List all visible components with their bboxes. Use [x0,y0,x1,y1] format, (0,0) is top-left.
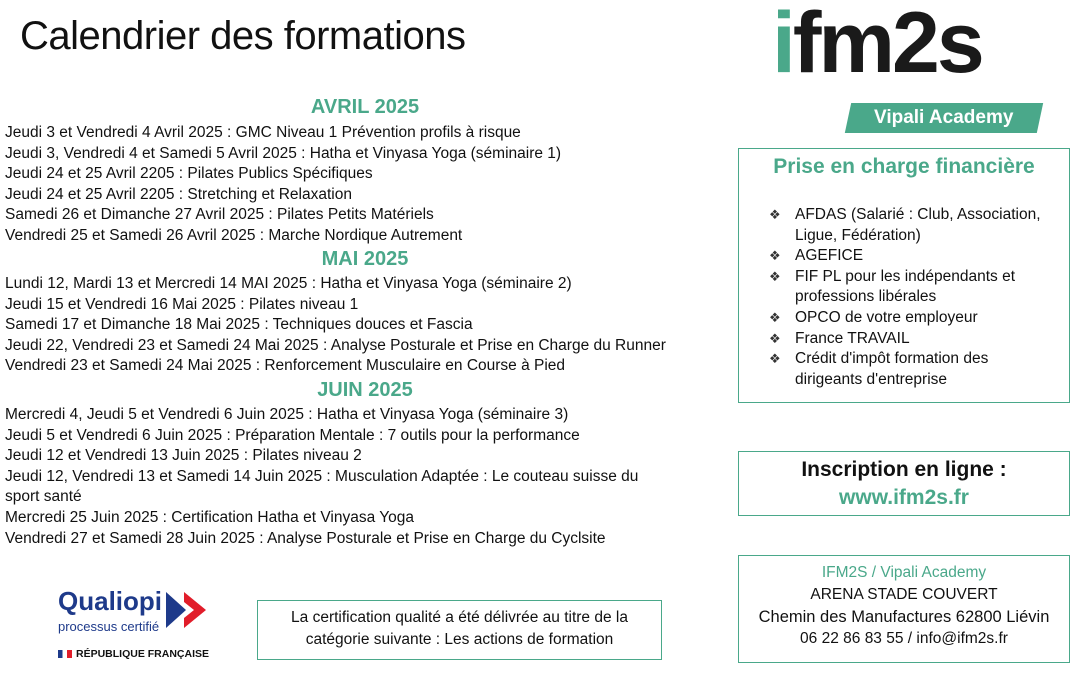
funding-item-text: OPCO de votre employeur [795,308,978,326]
diamond-bullet-icon: ❖ [769,309,781,325]
funding-item [769,308,1069,329]
ifm2s-logo: ifm2s [772,0,982,91]
page-title: Calendrier des formations [20,14,466,58]
diamond-bullet-icon: ❖ [769,207,781,222]
funding-item-text: AGEFICE [795,247,864,265]
diamond-bullet-icon: ❖ [769,248,781,264]
funding-item [769,329,1069,350]
training-item: Jeudi 3 et Vendredi 4 Avril 2025 : GMC Niveau 1 Prévention profils à risque [5,124,521,141]
funding-item [769,370,1069,391]
qualiopi-arrow-icon [164,588,208,632]
training-item: Vendredi 25 et Samedi 26 Avril 2025 : Marche Nordique Autrement [5,227,463,244]
certification-line: catégorie suivante : Les actions de formation [305,631,614,648]
training-item: Samedi 26 et Dimanche 27 Avril 2025 : Pilates Petits Matériels [5,206,434,224]
training-item: sport santé [5,488,82,506]
funding-box [738,148,1070,403]
training-item: Mercredi 25 Juin 2025 : Certification Hatha et Vinyasa Yoga [5,509,414,526]
qualiopi-name: Qualiopi [58,586,162,616]
org-name: IFM2S / Vipali Academy [821,564,987,581]
inscription-title: Inscription en ligne : [801,458,1007,481]
training-item: Mercredi 4, Jeudi 5 et Vendredi 6 Juin 2025 : Hatha et Vinyasa Yoga (séminaire 3) [5,406,569,423]
funding-title: Prise en charge financière [773,155,1035,178]
funding-item [769,246,1069,267]
funding-item [769,267,1069,288]
street: Chemin des Manufactures 62800 Liévin [758,608,1050,626]
diamond-bullet-icon: ❖ [769,351,781,367]
republique-francaise: RÉPUBLIQUE FRANÇAISE [76,648,210,660]
address-box [738,555,1070,663]
funding-item-text: AFDAS (Salarié : Club, Association, [795,206,1041,223]
funding-item [769,226,1069,247]
qualiopi-tagline: processus certifié [58,619,160,634]
certification-line: La certification qualité a été délivrée au titre de la [291,609,628,626]
funding-item [769,287,1069,308]
french-flag-icon [58,650,72,658]
diamond-bullet-icon: ❖ [769,330,781,346]
funding-item-text: professions libérales [795,288,937,306]
training-item: Jeudi 5 et Vendredi 6 Juin 2025 : Préparation Mentale : 7 outils pour la performance [5,426,580,444]
training-item: Samedi 17 et Dimanche 18 Mai 2025 : Techniques douces et Fascia [5,316,473,334]
contact: 06 22 86 83 55 / info@ifm2s.fr [800,630,1008,647]
training-item: Jeudi 24 et 25 Avril 2205 : Pilates Publics Spécifiques [5,165,373,183]
vipali-academy-badge: Vipali Academy [845,103,1043,133]
training-item: Jeudi 12, Vendredi 13 et Samedi 14 Juin 2025 : Musculation Adaptée : Le couteau suisse du [5,467,639,485]
training-item: Jeudi 22, Vendredi 23 et Samedi 24 Mai 2025 : Analyse Posturale et Prise en Charge du Runner [5,336,666,354]
training-item: Vendredi 23 et Samedi 24 Mai 2025 : Renforcement Musculaire en Course à Pied [5,357,566,375]
funding-item-text: FIF PL pour les indépendants et [795,267,1016,285]
training-item: Lundi 12, Mardi 13 et Mercredi 14 MAI 2025 : Hatha et Vinyasa Yoga (séminaire 2) [5,275,572,292]
funding-item-text: dirigeants d'entreprise [795,370,948,388]
funding-item-text: France TRAVAIL [795,329,910,347]
inscription-box [738,451,1070,516]
training-item: Vendredi 27 et Samedi 28 Juin 2025 : Analyse Posturale et Prise en Charge du Cyclsite [5,529,606,547]
funding-list [769,205,1069,390]
qualiopi-logo [58,586,209,660]
website-link[interactable]: www.ifm2s.fr [839,486,969,509]
training-item: Jeudi 3, Vendredi 4 et Samedi 5 Avril 2025 : Hatha et Vinyasa Yoga (séminaire 1) [5,144,562,162]
month-heading: AVRIL 2025 [310,96,420,118]
month-heading: MAI 2025 [321,248,409,270]
funding-item [769,349,1069,370]
training-item: Jeudi 12 et Vendredi 13 Juin 2025 : Pilates niveau 2 [5,447,362,465]
diamond-bullet-icon: ❖ [769,268,781,284]
funding-item [769,205,1069,226]
certification-box [257,600,662,660]
month-heading: JUIN 2025 [317,379,413,401]
training-item: Jeudi 15 et Vendredi 16 Mai 2025 : Pilates niveau 1 [5,295,359,313]
venue: ARENA STADE COUVERT [810,586,998,603]
funding-item-text: Crédit d'impôt formation des [795,350,989,368]
funding-item-text: Ligue, Fédération) [795,226,921,244]
training-item: Jeudi 24 et 25 Avril 2205 : Stretching et Relaxation [5,185,352,203]
